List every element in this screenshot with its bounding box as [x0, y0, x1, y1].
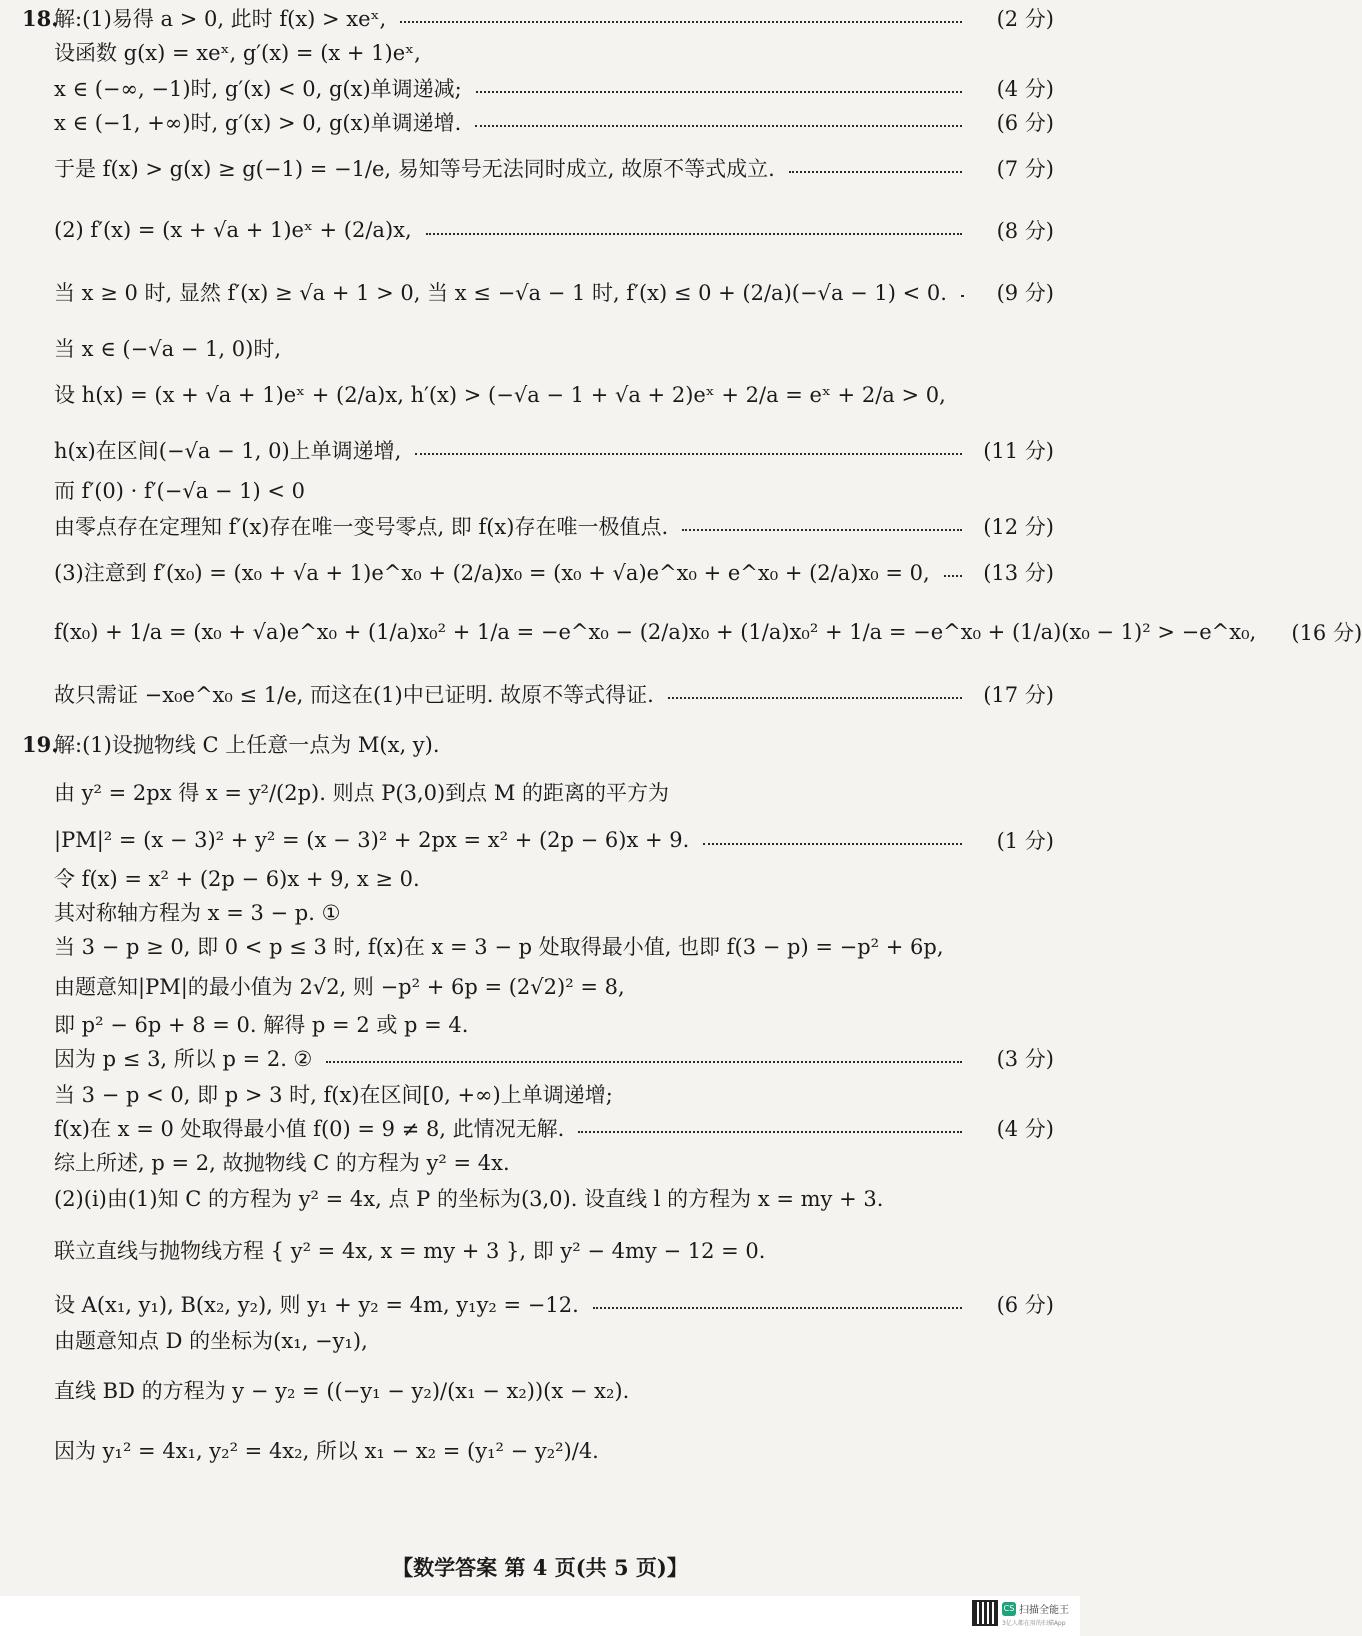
score-label: (6 分) — [996, 111, 1054, 135]
solution-line — [0, 470, 1080, 510]
question-number: 18. — [22, 5, 59, 31]
bottom-strip — [0, 1596, 1080, 1636]
line-text: 令 f(x) = x² + (2p − 6)x + 9, x ≥ 0. — [54, 867, 420, 891]
dotted-leader — [944, 575, 962, 577]
solution-line — [0, 148, 1080, 188]
score-label: (12 分) — [983, 515, 1054, 539]
dotted-leader — [578, 1131, 962, 1133]
line-text: (3)注意到 f′(x₀) = (x₀ + √a + 1)e^x₀ + (2/a)x₀ = (x₀ + √a)e^x₀ + e^x₀ + (2/a)x₀ = 0, — [54, 561, 930, 585]
dotted-leader — [961, 295, 962, 297]
score-label: (6 分) — [996, 1293, 1054, 1317]
solution-line — [0, 430, 1080, 470]
line-text: |PM|² = (x − 3)² + y² = (x − 3)² + 2px = x² + (2p − 6)x + 9. — [54, 828, 690, 852]
dotted-leader — [326, 1061, 962, 1063]
line-text: (2) f′(x) = (x + √a + 1)eˣ + (2/a)x, — [54, 218, 412, 242]
solution-line — [0, 1230, 1080, 1270]
question-number: 19. — [22, 731, 59, 757]
score-label: (17 分) — [983, 683, 1054, 707]
scanner-subtitle: 3亿人都在用的扫描App — [1002, 1620, 1066, 1627]
solution-line — [0, 506, 1080, 546]
line-text: 联立直线与抛物线方程 { y² = 4x, x = my + 3 }, 即 y² − 4my − 12 = 0. — [54, 1239, 766, 1263]
score-label: (16 分) — [1291, 621, 1362, 645]
line-text: x ∈ (−1, +∞)时, g′(x) > 0, g(x)单调递增. — [54, 111, 462, 135]
line-text: 当 x ∈ (−√a − 1, 0)时, — [54, 337, 281, 361]
score-label: (2 分) — [996, 7, 1054, 31]
score-label: (13 分) — [983, 561, 1054, 585]
score-label: (7 分) — [996, 157, 1054, 181]
score-label: (4 分) — [996, 77, 1054, 101]
solution-line — [0, 210, 1080, 250]
solution-line — [0, 674, 1080, 714]
dotted-leader — [682, 529, 962, 531]
line-text: (2)(ⅰ)由(1)知 C 的方程为 y² = 4x, 点 P 的坐标为(3,0). 设直线 l 的方程为 x = my + 3. — [54, 1187, 884, 1211]
solution-line — [0, 272, 1080, 312]
line-text: 直线 BD 的方程为 y − y₂ = ((−y₁ − y₂)/(x₁ − x₂))(x − x₂). — [54, 1379, 630, 1403]
score-label: (4 分) — [996, 1117, 1054, 1141]
line-text: h(x)在区间(−√a − 1, 0)上单调递增, — [54, 439, 402, 463]
dotted-leader — [476, 91, 962, 93]
score-label: (9 分) — [996, 281, 1054, 305]
line-text: x ∈ (−∞, −1)时, g′(x) < 0, g(x)单调递减; — [54, 77, 462, 101]
line-text: 解:(1)设抛物线 C 上任意一点为 M(x, y). — [54, 733, 440, 757]
solution-line — [0, 102, 1080, 142]
line-text: 而 f′(0) · f′(−√a − 1) < 0 — [54, 479, 306, 503]
line-text: 故只需证 −x₀e^x₀ ≤ 1/e, 而这在(1)中已证明. 故原不等式得证. — [54, 683, 654, 707]
camscanner-logo-icon: CS — [1002, 1602, 1016, 1616]
score-label: (3 分) — [996, 1047, 1054, 1071]
score-label: (11 分) — [983, 439, 1054, 463]
line-text: 由 y² = 2px 得 x = y²/(2p). 则点 P(3,0)到点 M 的距离的平方为 — [54, 781, 670, 805]
solution-line — [0, 32, 1080, 72]
qr-code-icon — [972, 1600, 998, 1626]
scanner-label: 扫描全能王 — [1019, 1605, 1069, 1616]
scanner-badge — [1002, 1601, 1069, 1616]
line-text: 其对称轴方程为 x = 3 − p. ① — [54, 901, 341, 925]
page-footer: 【数学答案 第 4 页(共 5 页)】 — [392, 1555, 688, 1580]
line-text: 设 A(x₁, y₁), B(x₂, y₂), 则 y₁ + y₂ = 4m, y₁y₂ = −12. — [54, 1293, 579, 1317]
dotted-leader — [668, 697, 962, 699]
solution-line — [0, 374, 1080, 414]
dotted-leader — [475, 125, 962, 127]
score-label: (8 分) — [996, 219, 1054, 243]
dotted-leader — [703, 843, 962, 845]
solution-line — [0, 328, 1080, 368]
solution-line — [0, 966, 1080, 1006]
line-text: 当 3 − p < 0, 即 p > 3 时, f(x)在区间[0, +∞)上单调递增; — [54, 1083, 613, 1107]
line-text: 当 3 − p ≥ 0, 即 0 < p ≤ 3 时, f(x)在 x = 3 − p 处取得最小值, 也即 f(3 − p) = −p² + 6p, — [54, 935, 944, 959]
solution-line — [0, 1430, 1080, 1470]
solution-line — [0, 772, 1080, 812]
dotted-leader — [426, 233, 962, 235]
solution-line — [0, 1284, 1080, 1324]
solution-line — [0, 1370, 1080, 1410]
line-text: f(x₀) + 1/a = (x₀ + √a)e^x₀ + (1/a)x₀² + 1/a = −e^x₀ − (2/a)x₀ + (1/a)x₀² + 1/a = −e^x₀ + (1/a)(x₀ − 1)² > −e^x₀, — [54, 620, 1257, 644]
line-text: 即 p² − 6p + 8 = 0. 解得 p = 2 或 p = 4. — [54, 1013, 469, 1037]
line-text: 于是 f(x) > g(x) ≥ g(−1) = −1/e, 易知等号无法同时成立, 故原不等式成立. — [54, 157, 775, 181]
line-text: 因为 p ≤ 3, 所以 p = 2. ② — [54, 1047, 313, 1071]
solution-line — [0, 820, 1080, 860]
solution-line — [0, 1178, 1080, 1218]
score-label: (1 分) — [996, 829, 1054, 853]
solution-line — [0, 1038, 1080, 1078]
line-text: 由题意知点 D 的坐标为(x₁, −y₁), — [54, 1329, 368, 1353]
solution-line — [0, 612, 1362, 652]
dotted-leader — [415, 453, 962, 455]
dotted-leader — [789, 171, 962, 173]
line-text: 设函数 g(x) = xeˣ, g′(x) = (x + 1)eˣ, — [54, 41, 421, 65]
dotted-leader — [400, 21, 962, 23]
solution-line — [0, 1142, 1080, 1182]
line-text: 设 h(x) = (x + √a + 1)eˣ + (2/a)x, h′(x) > (−√a − 1 + √a + 2)eˣ + 2/a = eˣ + 2/a > 0, — [54, 383, 946, 407]
dotted-leader — [593, 1307, 962, 1309]
line-text: 因为 y₁² = 4x₁, y₂² = 4x₂, 所以 x₁ − x₂ = (y₁² − y₂²)/4. — [54, 1439, 599, 1463]
solution-line — [0, 1320, 1080, 1360]
solution-line — [0, 926, 1080, 966]
line-text: 由零点存在定理知 f′(x)存在唯一变号零点, 即 f(x)存在唯一极值点. — [54, 515, 669, 539]
line-text: f(x)在 x = 0 处取得最小值 f(0) = 9 ≠ 8, 此情况无解. — [54, 1117, 565, 1141]
line-text: 解:(1)易得 a > 0, 此时 f(x) > xeˣ, — [54, 7, 387, 31]
solution-line — [0, 724, 1080, 764]
line-text: 当 x ≥ 0 时, 显然 f′(x) ≥ √a + 1 > 0, 当 x ≤ −√a − 1 时, f′(x) ≤ 0 + (2/a)(−√a − 1) < 0. — [54, 281, 947, 305]
line-text: 由题意知|PM|的最小值为 2√2, 则 −p² + 6p = (2√2)² = 8, — [54, 975, 625, 999]
solution-line — [0, 552, 1080, 592]
line-text: 综上所述, p = 2, 故抛物线 C 的方程为 y² = 4x. — [54, 1151, 510, 1175]
